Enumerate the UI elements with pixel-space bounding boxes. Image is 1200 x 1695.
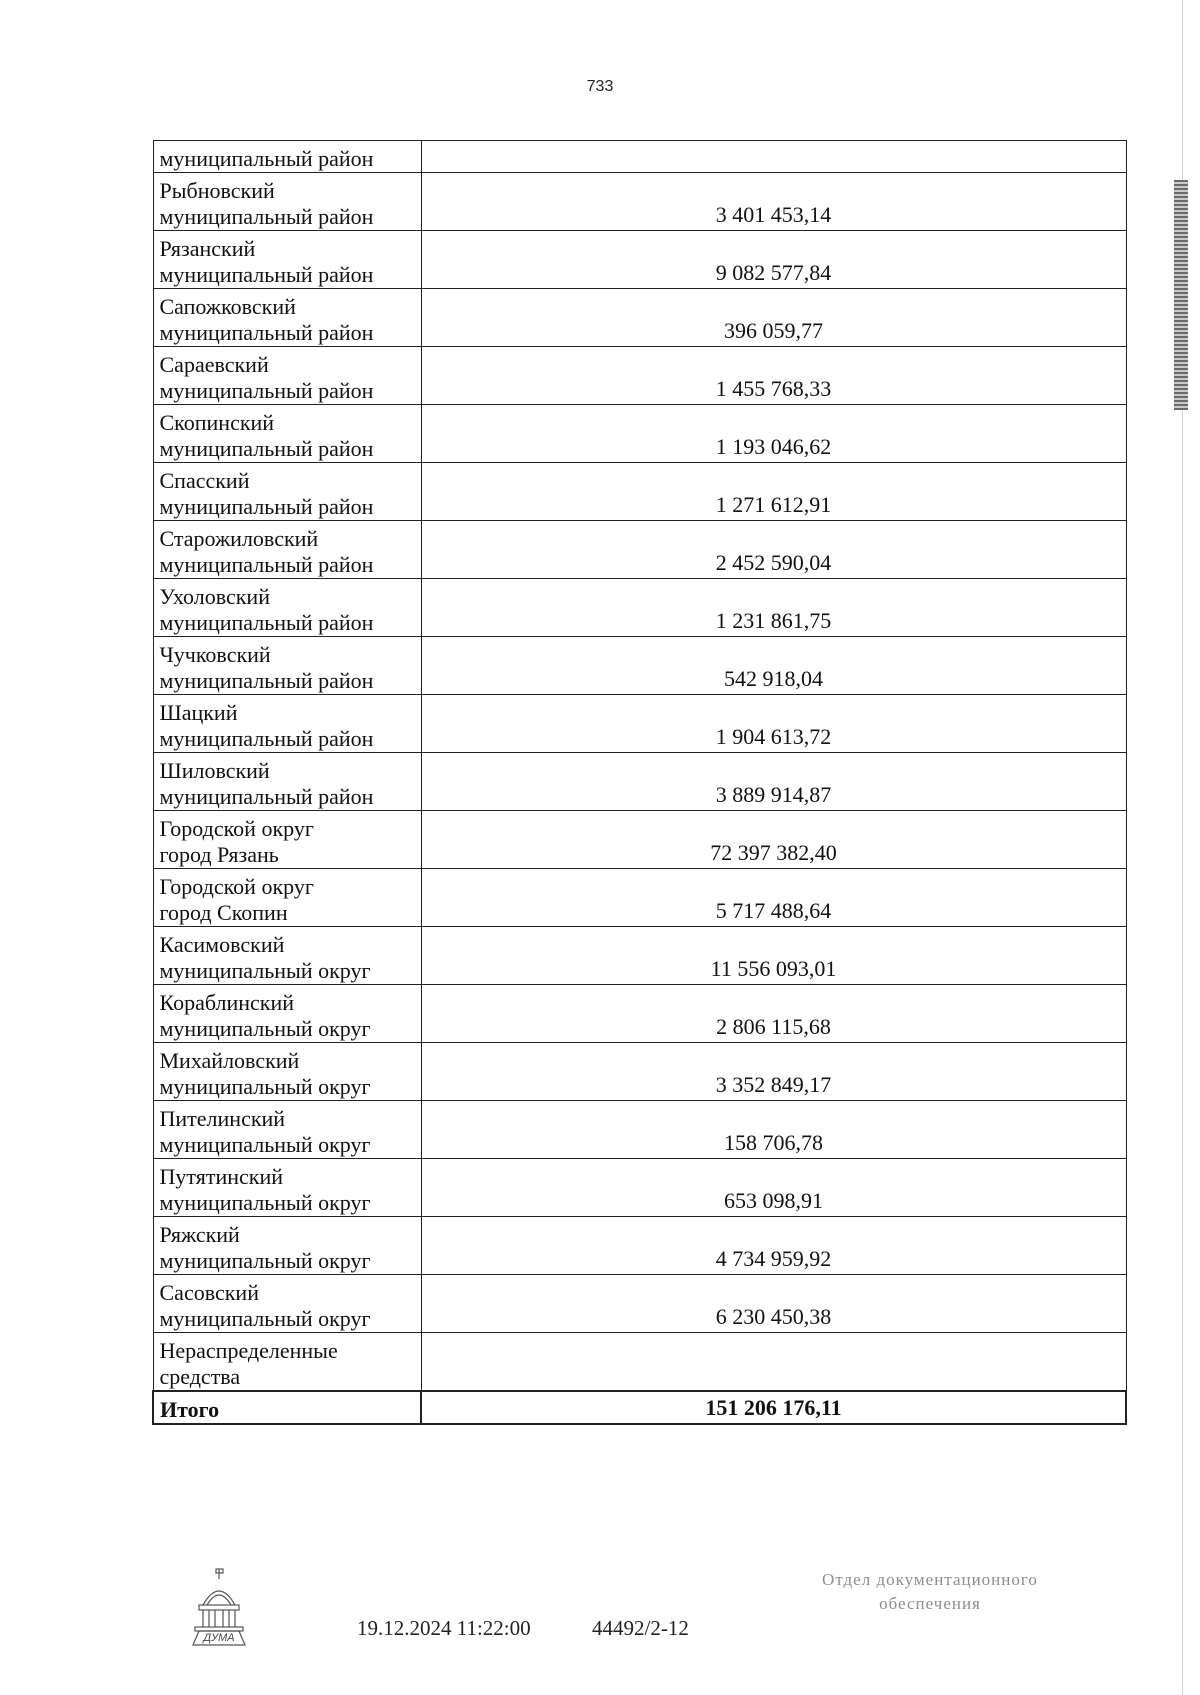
table-row	[153, 289, 1126, 347]
municipality-name-cell: Касимовский муниципальный округ	[153, 927, 421, 985]
amount-cell: 9 082 577,84	[421, 231, 1126, 289]
amount-cell: 6 230 450,38	[421, 1275, 1126, 1333]
table-row	[153, 927, 1126, 985]
amount-cell: 3 401 453,14	[421, 173, 1126, 231]
municipality-name-cell: Ухоловский муниципальный район	[153, 579, 421, 637]
department-stamp	[770, 1568, 1090, 1616]
amount-cell: 3 889 914,87	[421, 753, 1126, 811]
municipality-name-cell: Нераспределенные средства	[153, 1333, 421, 1392]
municipality-name-cell: Шиловский муниципальный район	[153, 753, 421, 811]
amount-cell: 4 734 959,92	[421, 1217, 1126, 1275]
allocation-table	[152, 140, 1127, 1425]
amount-cell: 158 706,78	[421, 1101, 1126, 1159]
municipality-name-cell: Скопинский муниципальный район	[153, 405, 421, 463]
total-amount-cell: 151 206 176,11	[421, 1391, 1126, 1424]
table-row	[153, 695, 1126, 753]
page-number: 733	[586, 78, 614, 95]
municipality-name-cell: Михайловский муниципальный округ	[153, 1043, 421, 1101]
table-row	[153, 231, 1126, 289]
table-row	[153, 463, 1126, 521]
table-row	[153, 521, 1126, 579]
logo-text: ДУМА	[203, 1632, 235, 1644]
municipality-name-cell: Кораблинский муниципальный округ	[153, 985, 421, 1043]
municipality-name-cell: Рязанский муниципальный район	[153, 231, 421, 289]
amount-cell: 72 397 382,40	[421, 811, 1126, 869]
amount-cell: 3 352 849,17	[421, 1043, 1126, 1101]
table-row	[153, 1275, 1126, 1333]
table-row	[153, 1101, 1126, 1159]
table-row	[153, 141, 1126, 173]
table-row	[153, 1217, 1126, 1275]
duma-logo-icon	[185, 1565, 253, 1649]
municipality-name-cell: Чучковский муниципальный район	[153, 637, 421, 695]
amount-cell: 1 193 046,62	[421, 405, 1126, 463]
total-row	[153, 1391, 1126, 1424]
amount-cell: 2 452 590,04	[421, 521, 1126, 579]
municipality-name-cell: Городской округ город Рязань	[153, 811, 421, 869]
amount-cell: 396 059,77	[421, 289, 1126, 347]
amount-cell: 1 271 612,91	[421, 463, 1126, 521]
table-row	[153, 1333, 1126, 1392]
municipality-name-cell: Рыбновский муниципальный район	[153, 173, 421, 231]
table-row	[153, 753, 1126, 811]
scan-edge	[1166, 0, 1200, 1695]
municipality-name-cell: Спасский муниципальный район	[153, 463, 421, 521]
amount-cell: 542 918,04	[421, 637, 1126, 695]
stamp-line-2: обеспечения	[879, 1594, 981, 1613]
municipality-name-cell: Сасовский муниципальный округ	[153, 1275, 421, 1333]
scan-edge-mark	[1174, 180, 1188, 410]
municipality-name-cell: Пителинский муниципальный округ	[153, 1101, 421, 1159]
amount-cell: 5 717 488,64	[421, 869, 1126, 927]
municipality-name-cell: Путятинский муниципальный округ	[153, 1159, 421, 1217]
registration-date: 19.12.2024 11:22:00	[357, 1616, 531, 1640]
municipality-name-cell: Сапожковский муниципальный район	[153, 289, 421, 347]
table-body	[153, 141, 1126, 1425]
table-row	[153, 405, 1126, 463]
amount-cell: 1 231 861,75	[421, 579, 1126, 637]
amount-cell: 11 556 093,01	[421, 927, 1126, 985]
table-row	[153, 579, 1126, 637]
municipality-name-cell: Ряжский муниципальный округ	[153, 1217, 421, 1275]
amount-cell: 2 806 115,68	[421, 985, 1126, 1043]
table-row	[153, 1043, 1126, 1101]
table-row	[153, 985, 1126, 1043]
stamp-line-1: Отдел документационного	[822, 1570, 1038, 1589]
table-row	[153, 1159, 1126, 1217]
table-row	[153, 637, 1126, 695]
municipality-name-cell: Старожиловский муниципальный район	[153, 521, 421, 579]
table-row	[153, 869, 1126, 927]
registration-number: 44492/2-12	[592, 1616, 689, 1640]
municipality-name-cell: муниципальный район	[153, 141, 421, 173]
municipality-name-cell: Городской округ город Скопин	[153, 869, 421, 927]
amount-cell: 1 904 613,72	[421, 695, 1126, 753]
amount-cell	[421, 141, 1126, 173]
table-row	[153, 173, 1126, 231]
amount-cell: 653 098,91	[421, 1159, 1126, 1217]
amount-cell	[421, 1333, 1126, 1392]
total-label-cell: Итого	[153, 1391, 421, 1424]
table-row	[153, 347, 1126, 405]
table-row	[153, 811, 1126, 869]
amount-cell: 1 455 768,33	[421, 347, 1126, 405]
municipality-name-cell: Сараевский муниципальный район	[153, 347, 421, 405]
municipality-name-cell: Шацкий муниципальный район	[153, 695, 421, 753]
